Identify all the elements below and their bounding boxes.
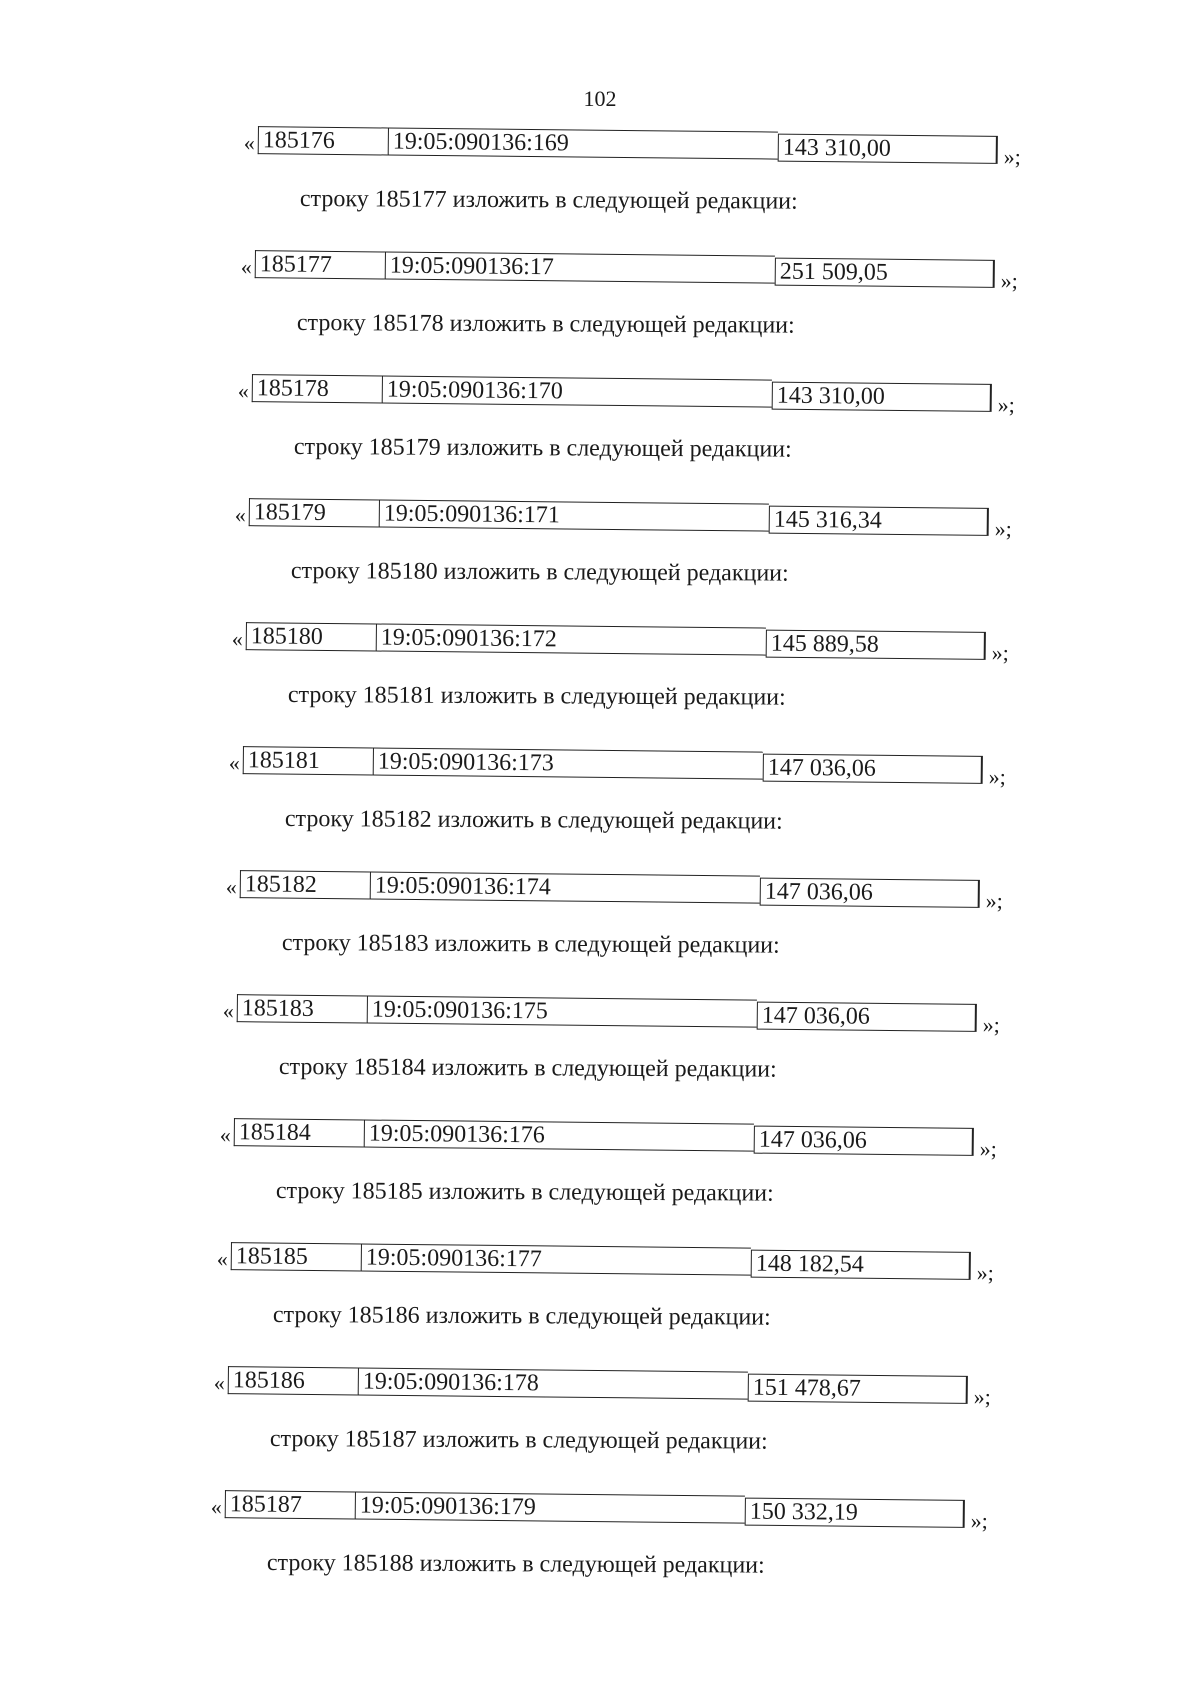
quote-open: « [240,253,252,280]
instruction-text: строку 185187 изложить в следующей редакции: [269,1426,768,1455]
quote-open: « [228,749,240,776]
value-cell: 251 509,05 [775,258,995,288]
instruction-text: строку 185181 изложить в следующей редакции: [287,682,786,711]
quote-close: »; [997,391,1015,418]
table-row [232,620,1032,664]
instruction-text: строку 185188 изложить в следующей редакции: [266,1550,765,1579]
table-row [229,744,1029,788]
cadastral-number-cell: 19:05:090136:175 [367,996,757,1028]
value-cell: 145 316,34 [769,506,989,536]
table-row [244,124,1044,168]
table-row [211,1488,1011,1532]
amendment-block [0,1240,1200,1364]
quote-close: »; [985,887,1003,914]
quote-open: « [216,1245,228,1272]
amendment-block [0,992,1200,1116]
amendment-block [0,1488,1200,1612]
row-number-cell: 185184 [234,1118,364,1147]
quote-close: »; [973,1383,991,1410]
amendment-block [0,1116,1200,1240]
amendment-block [0,496,1200,620]
value-cell: 145 889,58 [766,630,986,660]
row-number-cell: 185181 [243,746,373,775]
row-number-cell: 185182 [240,870,370,899]
cadastral-number-cell: 19:05:090136:172 [376,624,766,656]
value-cell: 147 036,06 [754,1126,974,1156]
quote-close: »; [979,1135,997,1162]
quote-open: « [213,1369,225,1396]
row-number-cell: 185185 [231,1242,361,1271]
quote-close: »; [991,639,1009,666]
cadastral-number-cell: 19:05:090136:178 [358,1368,748,1400]
value-cell: 148 182,54 [751,1250,971,1280]
instruction-text: строку 185186 изложить в следующей редакции: [272,1302,771,1331]
quote-open: « [234,501,246,528]
amendment-block [0,124,1200,248]
amendment-block [0,372,1200,496]
quote-close: »; [988,763,1006,790]
value-cell: 147 036,06 [760,878,980,908]
value-cell: 143 310,00 [778,134,998,164]
quote-open: « [225,873,237,900]
value-cell: 147 036,06 [757,1002,977,1032]
instruction-text: строку 185182 изложить в следующей редакции: [284,806,783,835]
amendment-block [0,248,1200,372]
row-number-cell: 185178 [252,374,382,403]
quote-open: « [219,1121,231,1148]
row-number-cell: 185180 [246,622,376,651]
instruction-text: строку 185180 изложить в следующей редакции: [290,558,789,587]
row-number-cell: 185183 [237,994,367,1023]
table-row [235,496,1035,540]
cadastral-number-cell: 19:05:090136:177 [361,1244,751,1276]
instruction-text: строку 185185 изложить в следующей редакции: [275,1178,774,1207]
value-cell: 143 310,00 [772,382,992,412]
value-cell: 147 036,06 [763,754,983,784]
quote-close: »; [994,515,1012,542]
value-cell: 150 332,19 [745,1498,965,1528]
table-row [226,868,1026,912]
table-row [220,1116,1020,1160]
instruction-text: строку 185183 изложить в следующей редакции: [281,930,780,959]
row-number-cell: 185179 [249,498,379,527]
cadastral-number-cell: 19:05:090136:173 [373,748,763,780]
amendment-block [0,868,1200,992]
table-row [241,248,1041,292]
quote-open: « [231,625,243,652]
cadastral-number-cell: 19:05:090136:169 [388,128,778,160]
instruction-text: строку 185179 изложить в следующей редакции: [293,434,792,463]
quote-close: »; [1000,267,1018,294]
cadastral-number-cell: 19:05:090136:170 [382,376,772,408]
amendment-block [0,1364,1200,1488]
quote-close: »; [1003,143,1021,170]
amendment-block [0,620,1200,744]
row-number-cell: 185187 [225,1490,355,1519]
instruction-text: строку 185177 изложить в следующей редакции: [299,186,798,215]
row-number-cell: 185177 [255,250,385,279]
table-row [238,372,1038,416]
quote-close: »; [982,1011,1000,1038]
quote-open: « [210,1493,222,1520]
row-number-cell: 185186 [228,1366,358,1395]
cadastral-number-cell: 19:05:090136:174 [370,872,760,904]
quote-open: « [237,377,249,404]
cadastral-number-cell: 19:05:090136:176 [364,1120,754,1152]
amendment-list [0,124,1200,1612]
table-row [217,1240,1017,1284]
quote-open: « [243,129,255,156]
table-row [223,992,1023,1036]
cadastral-number-cell: 19:05:090136:17 [385,252,775,284]
row-number-cell: 185176 [258,126,388,155]
instruction-text: строку 185178 изложить в следующей редакции: [296,310,795,339]
cadastral-number-cell: 19:05:090136:179 [355,1492,745,1524]
page-number: 102 [583,86,617,111]
instruction-text: строку 185184 изложить в следующей редакции: [278,1054,777,1083]
cadastral-number-cell: 19:05:090136:171 [379,500,769,532]
table-row [214,1364,1014,1408]
quote-open: « [222,997,234,1024]
amendment-block [0,744,1200,868]
value-cell: 151 478,67 [748,1374,968,1404]
quote-close: »; [976,1259,994,1286]
quote-close: »; [970,1507,988,1534]
